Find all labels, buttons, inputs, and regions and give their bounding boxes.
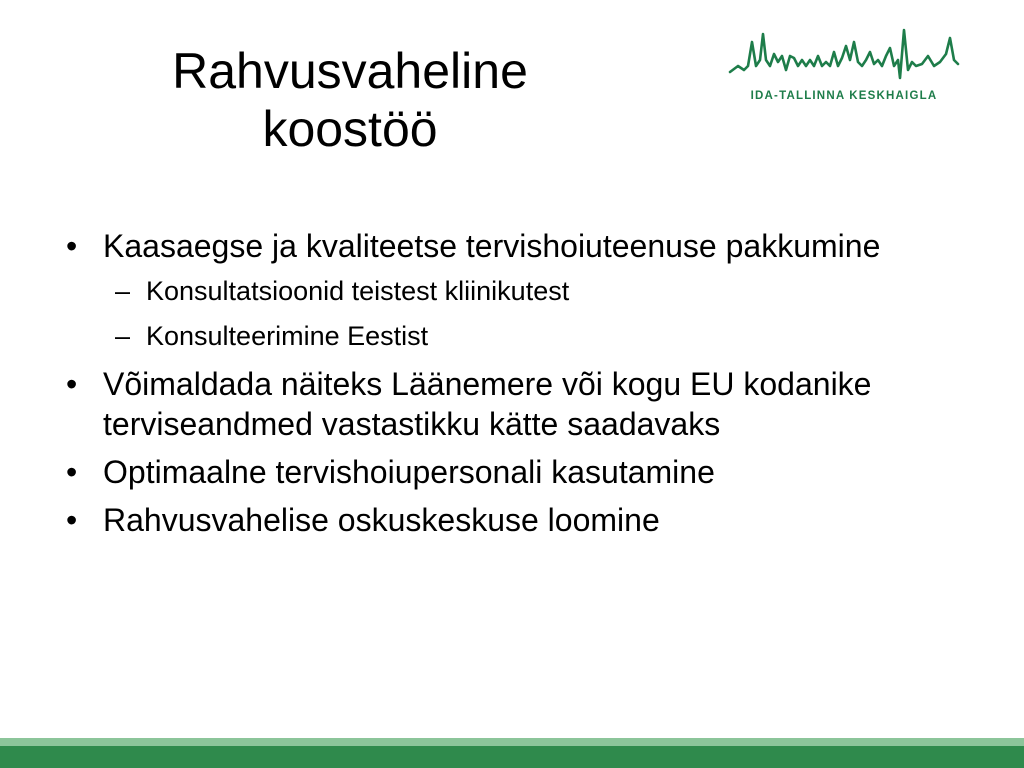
slide-title <box>80 42 620 158</box>
bullet-text: Optimaalne tervishoiupersonali kasutamine <box>103 454 715 490</box>
bullet-item-1 <box>60 226 960 266</box>
hospital-logo <box>728 26 960 106</box>
sub-bullet-marker: – <box>115 321 131 351</box>
sub-bullet-marker: – <box>115 276 131 306</box>
bullet-marker: • <box>66 502 78 538</box>
footer-band-dark <box>0 746 1024 768</box>
slide-title-line-1: Rahvusvaheline <box>172 43 528 99</box>
bullet-text: Rahvusvahelise oskuskeskuse loomine <box>103 502 660 538</box>
sub-bullet-item-2 <box>60 319 960 353</box>
bullet-text: Võimaldada näiteks Läänemere või kogu EU kodanike terviseandmed vastastikku kätte saadavaks <box>103 366 872 442</box>
sub-bullet-text: Konsultatsioonid teistest kliinikutest <box>146 276 570 306</box>
slide-content <box>60 226 960 548</box>
sub-list <box>60 274 960 353</box>
bullet-marker: • <box>66 366 78 402</box>
slide-title-line-2: koostöö <box>262 101 438 157</box>
bullet-item-2 <box>60 364 960 444</box>
bullet-text: Kaasaegse ja kvaliteetse tervishoiuteenuse pakkumine <box>103 228 881 264</box>
sub-bullet-text: Konsulteerimine Eestist <box>146 321 429 351</box>
footer-band-light <box>0 738 1024 746</box>
bullet-item-4 <box>60 500 960 540</box>
logo-text: IDA-TALLINNA KESKHAIGLA <box>750 90 938 102</box>
bullet-marker: • <box>66 454 78 490</box>
bullet-item-3 <box>60 452 960 492</box>
skyline-heartbeat-logo-icon <box>728 26 960 88</box>
bullet-marker: • <box>66 228 78 264</box>
sub-bullet-item-1 <box>60 274 960 308</box>
